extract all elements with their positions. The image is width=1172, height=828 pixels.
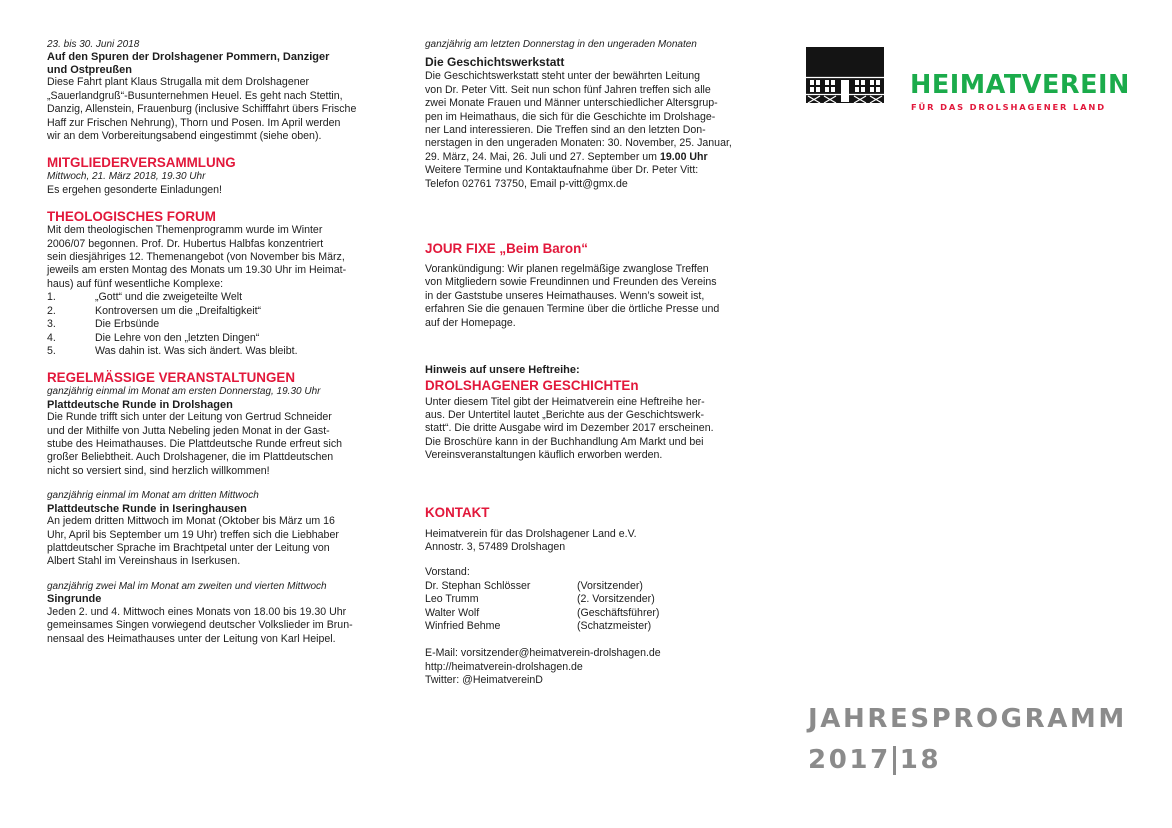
text-line: zwei Monate Frauen und Männer unterschiedlicher Altersgrup- — [425, 97, 718, 110]
board-member — [425, 607, 755, 620]
text-line: Haff zur Frischen Nehrung), Thorn und Posen. Im April werden — [47, 116, 341, 129]
cover-year-start: 2017 — [808, 745, 891, 775]
forum-section — [47, 209, 372, 358]
contact-twitter[interactable]: Twitter: @HeimatvereinD — [425, 674, 543, 687]
brand-subtitle: FÜR DAS DROLSHAGENER LAND — [911, 102, 1106, 112]
event-title: Singrunde — [47, 593, 102, 606]
contact-heading: KONTAKT — [425, 504, 490, 520]
text-line: Jeden 2. und 4. Mittwoch eines Monats von 18.00 bis 19.30 Uhr — [47, 605, 347, 618]
item-number: 4. — [47, 331, 56, 344]
text-line: nicht so versiert sind, sind herzlich willkommen! — [47, 464, 270, 477]
text-line: nerstagen in den ungeraden Monaten: 30. November, 25. Januar, — [425, 137, 732, 150]
trip-heading-line-1: Auf den Spuren der Drolshagener Pommern, Danziger — [47, 51, 330, 64]
text-line: 2006/07 begonnen. Prof. Dr. Hubertus Halbfas konzentriert — [47, 237, 324, 250]
item-text: Kontroversen um die „Dreifaltigkeit“ — [95, 304, 262, 317]
member-name: Winfried Behme — [425, 620, 501, 633]
regular-events-section — [47, 370, 372, 646]
member-role: (Vorsitzender) — [577, 579, 643, 592]
trip-date: 23. bis 30. Juni 2018 — [47, 39, 140, 50]
text-line: Die Geschichtswerkstatt steht unter der bewährten Leitung — [425, 70, 700, 83]
text-line: statt“. Die dritte Ausgabe wird im Dezember 2017 erscheinen. — [425, 422, 714, 435]
series-section — [425, 364, 755, 463]
assembly-section — [47, 155, 372, 197]
forum-list-item — [47, 291, 372, 304]
text-line: und der Mithilfe von Jutta Nebeling jeden Monat in der Gast- — [47, 424, 330, 437]
forum-list-item — [47, 305, 372, 318]
text-line: Vorankündigung: Wir planen regelmäßige zwanglose Treffen — [425, 263, 709, 276]
jour-fixe-section — [425, 241, 755, 330]
text-line: aus. Der Untertitel lautet „Berichte aus der Geschichtswerk- — [425, 409, 705, 421]
member-role: (Geschäftsführer) — [577, 606, 660, 619]
text-line: stube des Heimathauses. Die Plattdeutsche Runde erfreut sich — [47, 438, 343, 451]
history-workshop-section — [425, 38, 755, 191]
item-number: 1. — [47, 291, 56, 304]
text-line: Die Broschüre kann in der Buchhandlung Am Markt und bei — [425, 435, 704, 448]
forum-list-item — [47, 332, 372, 345]
text-line: Vereinsveranstaltungen käuflich erworben werden. — [425, 449, 663, 462]
board-member — [425, 593, 755, 606]
board-member — [425, 580, 755, 593]
item-text: Die Lehre von den „letzten Dingen“ — [95, 331, 260, 344]
contact-address: Annostr. 3, 57489 Drolshagen — [425, 541, 566, 554]
event-when: ganzjährig zwei Mal im Monat am zweiten und vierten Mittwoch — [47, 580, 327, 592]
assembly-date: Mittwoch, 21. März 2018, 19.30 Uhr — [47, 171, 206, 183]
forum-list-item — [47, 318, 372, 331]
member-name: Walter Wolf — [425, 606, 480, 619]
text-line: von Mitgliedern sowie Freundinnen und Freunden des Vereins — [425, 276, 717, 289]
cover-year — [808, 744, 941, 776]
text-line: plattdeutscher Sprache im Brachtpetal unter der Leitung von — [47, 541, 330, 554]
item-text: „Gott“ und die zweigeteilte Welt — [95, 291, 243, 304]
series-heading: DROLSHAGENER GESCHICHTEn — [425, 377, 639, 393]
text-line: Mit dem theologischen Themenprogramm wurde im Winter — [47, 224, 323, 237]
text-line: An jedem dritten Mittwoch im Monat (Oktober bis März um 16 — [47, 515, 335, 528]
cover-title: JAHRESPROGRAMM — [808, 704, 1127, 734]
event-when: ganzjährig einmal im Monat am dritten Mittwoch — [47, 490, 259, 502]
year-divider — [893, 746, 896, 775]
time-highlight: 19.00 Uhr — [659, 150, 708, 163]
jour-fixe-heading: JOUR FIXE „Beim Baron“ — [425, 241, 588, 257]
brand-title: HEIMATVEREIN — [910, 70, 1130, 100]
text-line: jeweils am ersten Montag des Monats um 19.30 Uhr im Heimat- — [47, 264, 347, 277]
text-line: von Dr. Peter Vitt. Seit nun schon fünf Jahren treffen sich alle — [425, 83, 711, 96]
half-timbered-house-icon — [806, 47, 884, 104]
event-plattdeutsch-iseringhausen — [47, 489, 372, 569]
left-column — [47, 38, 372, 646]
text-line: Unter diesem Titel gibt der Heimatverein eine Heftreihe her- — [425, 395, 705, 408]
text-line: „Sauerlandgruß“-Busunternehmen Heuel. Es geht nach Stettin, — [47, 89, 343, 102]
text-line: auf der Homepage. — [425, 316, 516, 329]
text-line: erfahren Sie die genauen Termine über die örtliche Presse und — [425, 303, 720, 316]
member-role: (Schatzmeister) — [577, 620, 652, 633]
regular-heading: REGELMÄSSIGE VERANSTALTUNGEN — [47, 370, 295, 386]
trip-heading-line-2: und Ostpreußen — [47, 63, 132, 76]
text-line: sein diesjähriges 12. Themenangebot (von November bis März, — [47, 251, 345, 264]
contact-org: Heimatverein für das Drolshagener Land e.V. — [425, 527, 637, 540]
text-line: Albert Stahl im Vereinshaus in Iserkusen. — [47, 555, 241, 568]
text-line: Danzig, Allenstein, Frauenburg (inclusive Schifffahrt übers Frische — [47, 103, 357, 116]
contact-section — [425, 505, 755, 688]
forum-list-item — [47, 345, 372, 358]
text-line: gemeinsames Singen vorwiegend deutscher Volkslieder im Brun- — [47, 619, 353, 632]
member-name: Dr. Stephan Schlösser — [425, 579, 531, 592]
event-plattdeutsch-drolshagen — [47, 385, 372, 478]
text-line: haus) auf fünf wesentliche Komplexe: — [47, 277, 224, 290]
series-note: Hinweis auf unsere Heftreihe: — [425, 364, 580, 377]
item-text: Was dahin ist. Was sich ändert. Was bleibt. — [95, 344, 298, 357]
item-text: Die Erbsünde — [95, 318, 160, 331]
board-member — [425, 620, 755, 633]
text-line: Uhr, April bis September um 19 Uhr) treffen sich die Liebhaber — [47, 528, 339, 541]
item-number: 5. — [47, 344, 56, 357]
board-label: Vorstand: — [425, 566, 470, 579]
text-fragment: 29. März, 24. Mai, 26. Juli und 27. September um — [425, 150, 660, 163]
text-line — [425, 151, 755, 164]
event-singrunde — [47, 580, 372, 646]
item-number: 2. — [47, 304, 56, 317]
contact-website[interactable]: http://heimatverein-drolshagen.de — [425, 660, 583, 673]
middle-column — [425, 38, 755, 688]
forum-heading: THEOLOGISCHES FORUM — [47, 209, 216, 225]
assembly-heading: MITGLIEDERVERSAMMLUNG — [47, 155, 236, 171]
text-line: nensaal des Heimathauses unter der Leitung von Karl Heipel. — [47, 632, 336, 645]
event-when: ganzjährig einmal im Monat am ersten Donnerstag, 19.30 Uhr — [47, 386, 321, 398]
text-line: Diese Fahrt plant Klaus Strugalla mit dem Drolshagener — [47, 76, 310, 89]
text-line: ner Land interessieren. Die Treffen sind an den letzten Don- — [425, 124, 706, 137]
history-title: Die Geschichtswerkstatt — [425, 55, 565, 70]
text-line: wir an dem Vorbereitungsabend eingestimmt (siehe oben). — [47, 130, 322, 143]
text-line: großer Beliebtheit. Auch Drolshagener, die im Plattdeutschen — [47, 451, 334, 464]
text-line: pen im Heimathaus, die sich für die Geschichte im Drolshage- — [425, 110, 716, 123]
text-line: Telefon 02761 73750, Email p-vitt@gmx.de — [425, 177, 628, 190]
assembly-text: Es ergehen gesonderte Einladungen! — [47, 183, 222, 196]
trip-section — [47, 38, 372, 143]
contact-email[interactable]: E-Mail: vorsitzender@heimatverein-drolshagen.de — [425, 647, 661, 660]
item-number: 3. — [47, 318, 56, 331]
cover-year-end: 18 — [899, 745, 942, 775]
text-line: in der Gaststube unseres Heimathauses. Wenn’s soweit ist, — [425, 289, 705, 302]
history-when: ganzjährig am letzten Donnerstag in den ungeraden Monaten — [425, 39, 697, 50]
member-name: Leo Trumm — [425, 593, 479, 606]
event-title: Plattdeutsche Runde in Drolshagen — [47, 398, 233, 411]
text-line: Die Runde trifft sich unter der Leitung von Gertrud Schneider — [47, 411, 332, 424]
text-line: Weitere Termine und Kontaktaufnahme über Dr. Peter Vitt: — [425, 164, 699, 177]
member-role: (2. Vorsitzender) — [577, 593, 655, 606]
event-title: Plattdeutsche Runde in Iseringhausen — [47, 502, 247, 515]
